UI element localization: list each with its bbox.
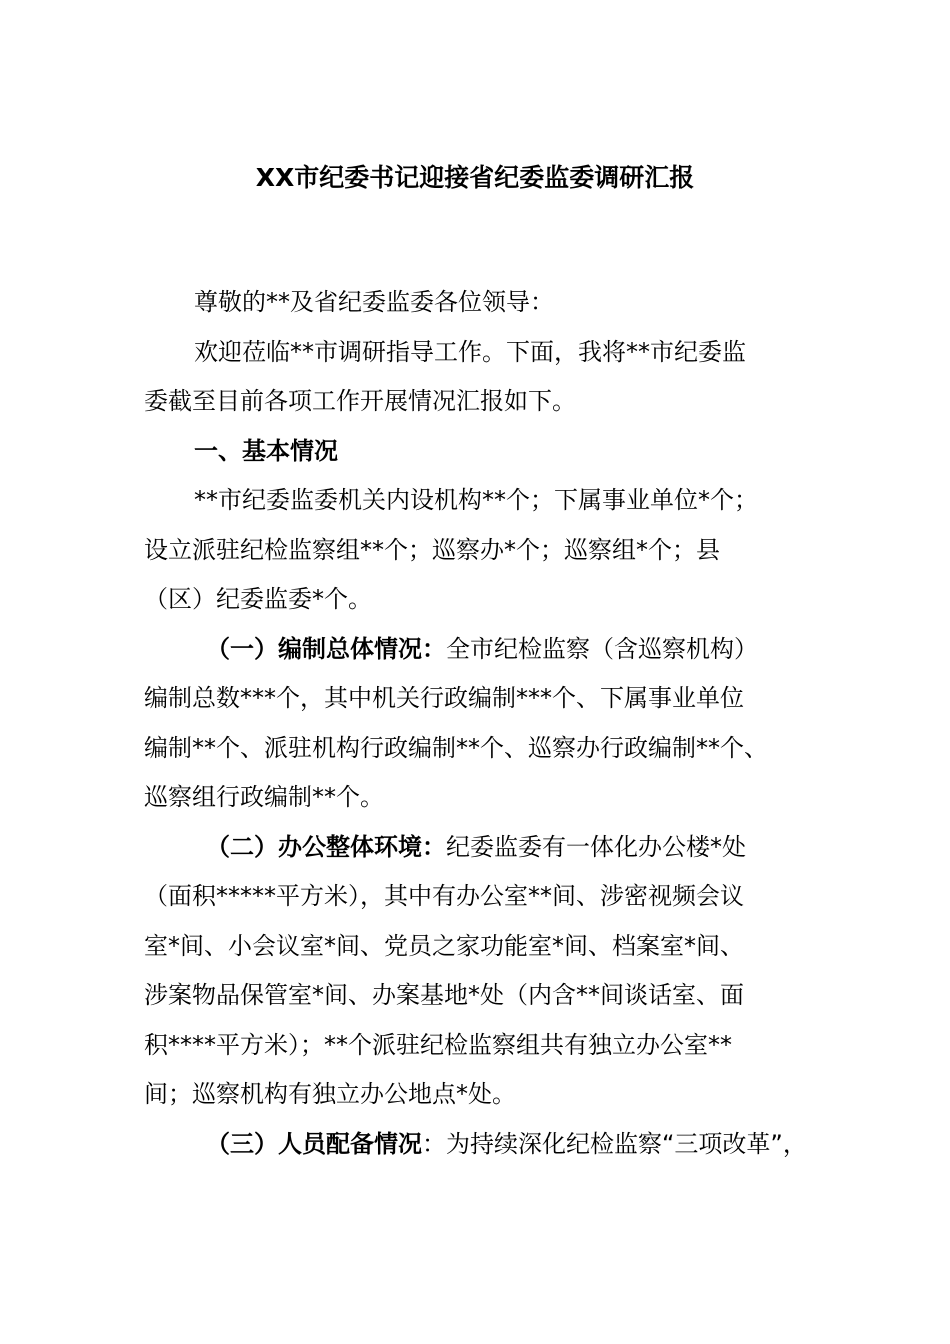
paragraph-line: 委截至目前各项工作开展情况汇报如下。 [144,387,576,415]
section-heading: 一、基本情况 [194,436,338,465]
paragraph-line: 编制总数***个，其中机关行政编制***个、下属事业单位 [144,684,744,712]
paragraph-line: 编制**个、派驻机构行政编制**个、巡察办行政编制**个、 [144,733,768,762]
paragraph-line: 积****平方米）；**个派驻纪检监察组共有独立办公室** [144,1030,732,1059]
paragraph-line: 欢迎莅临**市调研指导工作。下面，我将**市纪委监 [194,337,746,366]
paragraph-line: 设立派驻纪检监察组**个；巡察办*个；巡察组*个；县 [144,535,720,564]
paragraph-line: **市纪委监委机关内设机构**个；下属事业单位*个； [194,486,758,514]
paragraph-line: 巡察组行政编制**个。 [144,783,384,811]
paragraph-line [144,823,834,873]
subsection-heading: （一）编制总体情况： [206,634,446,663]
subsection-heading: （二）办公整体环境： [206,832,446,861]
paragraph-line: （区）纪委监委*个。 [144,585,372,613]
document-body [144,278,834,1169]
paragraph-text: 全市纪检监察（含巡察机构） [446,634,758,663]
paragraph-line: （面积*****平方米），其中有办公室**间、涉密视频会议 [144,882,744,910]
salutation: 尊敬的**及省纪委监委各位领导： [194,288,554,316]
paragraph-line [144,625,834,675]
document-title: XX市纪委书记迎接省纪委监委调研汇报 [255,163,695,192]
paragraph-text: 纪委监委有一体化办公楼*处 [446,832,746,861]
subsection-heading: （三）人员配备情况 [206,1129,422,1158]
paragraph-text: ：为持续深化纪检监察“三项改革”， [422,1129,807,1158]
paragraph-line: 室*间、小会议室*间、党员之家功能室*间、档案室*间、 [144,931,744,960]
paragraph-line [144,1120,834,1170]
paragraph-line: 间；巡察机构有独立办公地点*处。 [144,1080,516,1108]
paragraph-line: 涉案物品保管室*间、办案基地*处（内含**间谈话室、面 [144,981,744,1009]
